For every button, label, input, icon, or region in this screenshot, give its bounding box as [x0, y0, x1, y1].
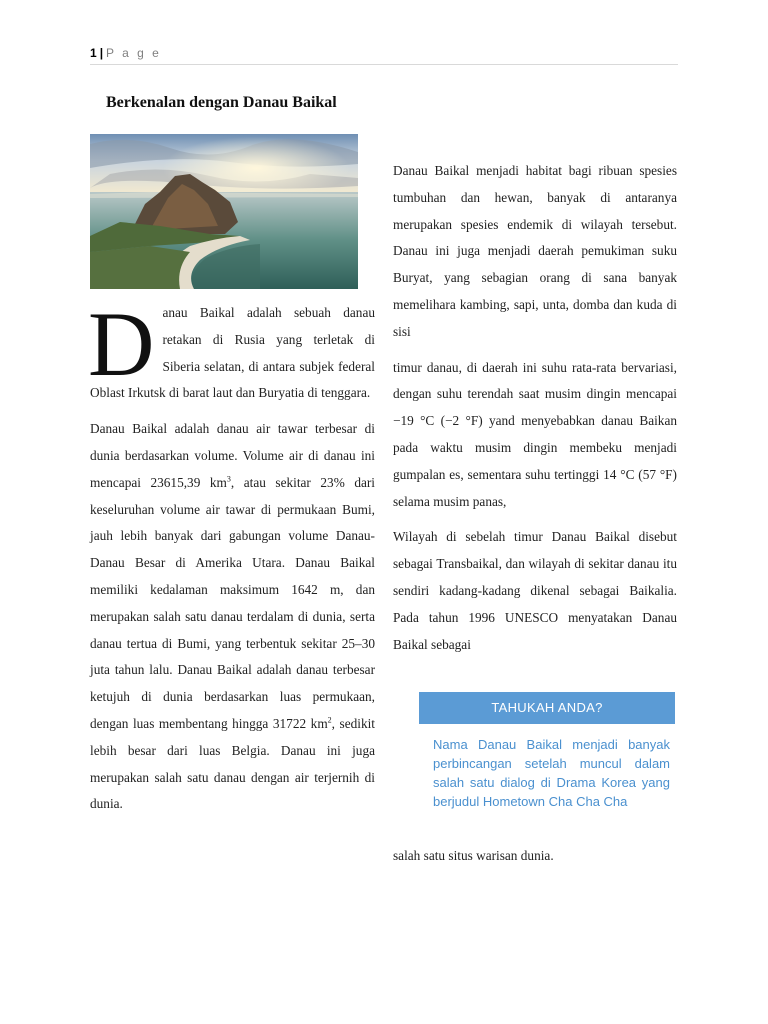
- heritage-paragraph: salah satu situs warisan dunia.: [393, 848, 554, 863]
- page-label: P a g e: [106, 46, 162, 60]
- volume-paragraph: Danau Baikal adalah danau air tawar terbesar di dunia berdasarkan volume. Volume air di danau ini mencapai 23615,39 $km^3$, atau sekitar 23% dari keseluruhan volume air tawar di permukaan Bumi, jauh lebih banyak dari gabungan volume Danau-Danau Besar di Amerika Utara. Danau Baikal memiliki kedalaman maksimum 1642 m, dan merupakan salah satu danau terdalam di dunia, serta danau tertua di Bumi, yang terbentuk sekitar 25–30 juta tahun lalu. Danau Baikal adalah danau terbesar ketujuh di dunia berdasarkan luas permukaan, dengan luas membentang hingga 31722 $km^2$, sedikit lebih besar dari luas Belgia. Danau ini juga merupakan salah satu danau dengan air terjernih di dunia.: [90, 421, 376, 812]
- lake-baikal-photo: [90, 134, 358, 289]
- habitat-paragraph: Danau Baikal menjadi habitat bagi ribuan spesies tumbuhan dan hewan, banyak di antaranya merupakan spesies endemik di wilayah tersebut. Danau ini juga menjadi daerah pemukiman suku Buryat, yang sebagian orang di sana banyak memelihara kambing, sapi, unta, domba dan kuda di sisi: [393, 163, 677, 339]
- intro-text: anau Baikal adalah sebuah danau retakan di Rusia yang terletak di Siberia selatan, di antara subjek federal Oblast Irkutsk di barat laut dan Buryatia di tenggara.: [90, 305, 375, 401]
- left-column: [88, 293, 376, 827]
- header-separator: |: [99, 46, 104, 60]
- did-you-know-text: Nama Danau Baikal menjadi banyak perbincangan setelah muncul dalam salah satu dialog di Drama Korea yang berjudul Hometown Cha Cha Cha: [433, 737, 670, 809]
- intro-paragraph: [88, 293, 375, 407]
- region-paragraph: Wilayah di sebelah timur Danau Baikal disebut sebagai Transbaikal, dan wilayah di sekitar danau itu sendiri kadang-kadang dikenal sebagai Baikalia. Pada tahun 1996 UNESCO menyatakan Danau Baikal sebagai: [393, 529, 677, 652]
- page-header: [90, 46, 678, 65]
- did-you-know-heading: TAHUKAH ANDA?: [419, 692, 675, 724]
- page-number: 1: [90, 46, 97, 60]
- climate-paragraph: timur danau, di daerah ini suhu rata-rata bervariasi, dengan suhu terendah saat musim dingin mencapai −19 °C (−2 °F) yand menyebabkan danau Baikan pada waktu musim dingin membeku menjadi gumpalan es, sementara suhu tertinggi 14 °C (57 °F) selama musim panas,: [393, 359, 677, 509]
- right-column-continued: [393, 843, 677, 879]
- drop-cap-letter: D: [88, 293, 155, 395]
- document-title: Berkenalan dengan Danau Baikal: [106, 94, 337, 111]
- right-column: [393, 158, 677, 667]
